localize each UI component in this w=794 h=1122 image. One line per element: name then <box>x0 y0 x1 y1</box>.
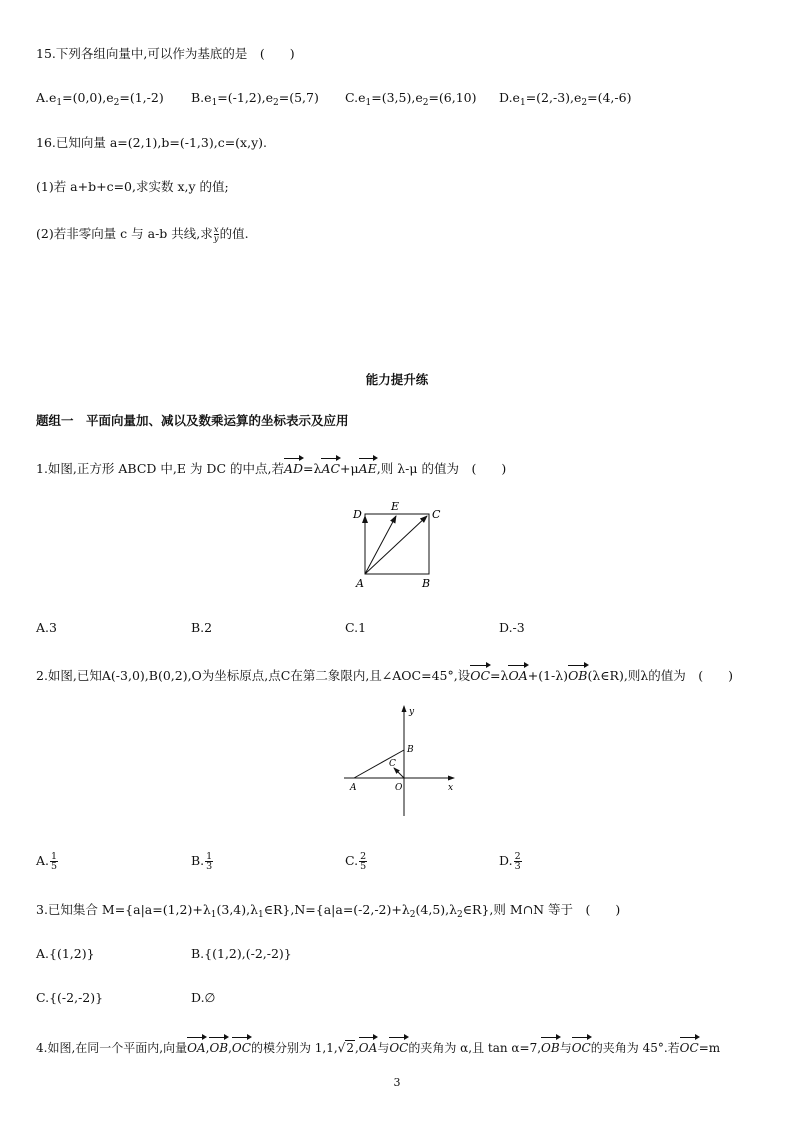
vector-ae <box>365 516 396 574</box>
q3-option-b: B.{(1,2),(-2,-2)} <box>191 946 292 961</box>
section-title: 能力提升练 <box>365 372 429 387</box>
q1-option-b: B.2 <box>191 620 213 635</box>
q2-option-c: C. $\frac{2}{5}$ <box>345 851 367 872</box>
q4-stem: 4.如图,在同一个平面内,向量OA,OB,OC的模分别为 1,1,√2,OA与OC的夹角为 α,且 tan α=7,OB与OC的夹角为 45°.若OC=m <box>36 1036 720 1056</box>
vector-oc <box>394 768 404 778</box>
q16-part2: (2)若非零向量 c 与 a-b 共线,求 $\frac{x}{y}$ 的值. <box>36 225 249 244</box>
q2-option-a: A. $\frac{1}{5}$ <box>36 851 58 872</box>
label-b: B <box>407 745 414 755</box>
q15-stem: 15.下列各组向量中,可以作为基底的是 ( ) <box>36 46 295 61</box>
label-e: E <box>391 500 400 513</box>
segment-ab <box>354 750 404 778</box>
q1-square-figure <box>345 496 455 596</box>
q15-option-a: $A.e_1=(0,0),e_2=(1,-2)$ <box>36 90 164 108</box>
label-d: D <box>353 508 362 521</box>
label-y: y <box>409 707 415 717</box>
q2-coordinate-figure <box>340 700 470 820</box>
q1-option-d: D.-3 <box>499 620 525 635</box>
q3-option-c: C.{(-2,-2)} <box>36 990 104 1005</box>
q1-option-c: C.1 <box>345 620 367 635</box>
q16-part1: (1)若 a+b+c=0,求实数 x,y 的值; <box>36 179 229 194</box>
q2-stem: 2.如图,已知A(-3,0),B(0,2),O为坐标原点,点C在第二象限内,且∠AOC=45°,设OC=λOA+(1-λ)OB(λ∈R),则λ的值为 ( ) <box>36 664 733 684</box>
label-c: C <box>432 508 441 521</box>
q15-option-d: $D.e_1=(2,-3),e_2=(4,-6)$ <box>499 90 632 108</box>
label-c: C <box>389 759 396 769</box>
q15-option-b: $B.e_1=(-1,2),e_2=(5,7)$ <box>191 90 319 108</box>
q3-option-d: D.∅ <box>191 990 216 1005</box>
q3-stem: 3.已知集合 $M=\{a|a=(1,2)+\lambda_1(3,4),\lambda_1\in R\},N=\{a|a=(-2,-2)+\lambda_2(4,5),\lambda_2\in R\}$,则 M∩N 等于 ( ) <box>36 902 621 920</box>
q1-option-a: A.3 <box>36 620 57 635</box>
q3-option-a: A.{(1,2)} <box>36 946 95 961</box>
label-b: B <box>422 577 431 590</box>
label-o: O <box>395 783 403 793</box>
q2-option-d: D. $\frac{2}{3}$ <box>499 851 521 872</box>
label-a: A <box>350 783 357 793</box>
q1-stem: 1.如图,正方形 ABCD 中,E 为 DC 的中点,若AD=λAC+μAE,则 λ-μ 的值为 ( ) <box>36 457 506 477</box>
q2-option-b: B. $\frac{1}{3}$ <box>191 851 213 872</box>
label-x: x <box>448 783 454 793</box>
label-a: A <box>356 577 364 590</box>
vector-ac <box>365 516 427 574</box>
group-title: 题组一 平面向量加、减以及数乘运算的坐标表示及应用 <box>36 413 349 428</box>
q16-stem: 16.已知向量 a=(2,1),b=(-1,3),c=(x,y). <box>36 135 267 150</box>
page-number: 3 <box>393 1076 401 1089</box>
q15-option-c: $C.e_1=(3,5),e_2=(6,10)$ <box>345 90 477 108</box>
